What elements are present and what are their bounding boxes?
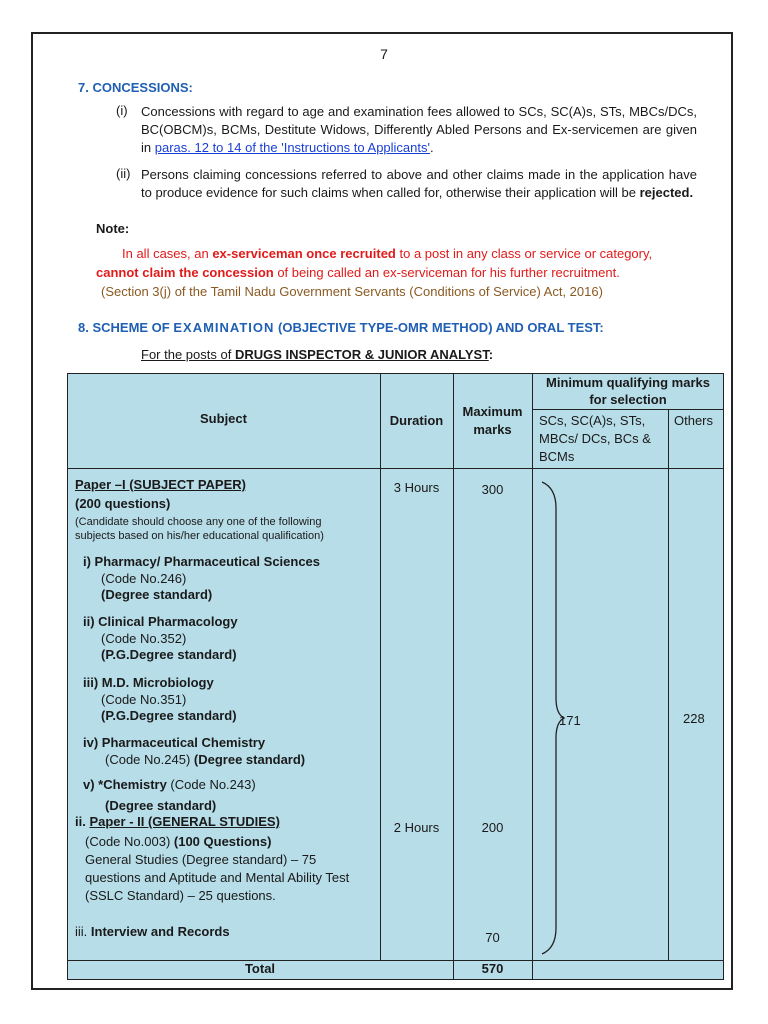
s8-title-b: EXAMINATION — [173, 320, 275, 335]
item-2-bold: rejected. — [639, 185, 694, 200]
subject-5-standard: (Degree standard) — [105, 798, 217, 813]
col-sep-others — [668, 409, 669, 960]
subject-3-code: (Code No.351) — [101, 692, 187, 707]
item-2-text — [141, 166, 697, 202]
paper-1-duration: 3 Hours — [393, 480, 440, 495]
exam-scheme-table — [67, 373, 724, 980]
subject-1-standard: (Degree standard) — [101, 587, 213, 602]
paper-2-heading — [75, 814, 280, 830]
subject-5-code: (Code No.243) — [166, 777, 256, 792]
table-border-right — [723, 373, 724, 980]
section-7-title: 7. CONCESSIONS: — [78, 80, 193, 95]
paper-1-note-l1: (Candidate should choose any one of the following — [75, 516, 322, 528]
subject-1-code: (Code No.246) — [101, 571, 187, 586]
interview-line — [75, 924, 230, 940]
item-2-body: Persons claiming concessions referred to above and other claims made in the application have to produce evidence for such claims when called for, otherwise their application will be — [141, 167, 697, 200]
note-l1-c: to a post in any class or service or category, — [395, 246, 653, 261]
subject-2-standard: (P.G.Degree standard) — [101, 647, 237, 662]
interview-title: Interview and Records — [90, 924, 230, 939]
col-sep-duration — [380, 373, 381, 960]
section-8-title — [78, 320, 604, 335]
subject-5-line — [83, 777, 256, 793]
paper-2-number: ii. — [75, 814, 90, 829]
paper-2-duration: 2 Hours — [393, 820, 440, 835]
posts-b: DRUGS INSPECTOR & JUNIOR ANALYST — [234, 347, 489, 362]
interview-marks: 70 — [485, 930, 500, 945]
subject-4-code: (Code No.245) — [105, 752, 194, 767]
instructions-link[interactable]: paras. 12 to 14 of the 'Instructions to Applicants' — [154, 140, 430, 155]
paper-1-title: Paper –I (SUBJECT PAPER) — [75, 477, 246, 492]
item-2-number: (ii) — [116, 166, 131, 181]
paper-1-marks: 300 — [481, 482, 504, 497]
note-l2-a: cannot claim the concession — [96, 265, 274, 280]
item-1-number: (i) — [116, 103, 128, 118]
header-min-l1: Minimum qualifying marks — [546, 375, 710, 390]
subject-4-line — [105, 752, 305, 768]
item-1-body: Concessions with regard to age and examination fees allowed to SCs, SC(A)s, STs, MBCs/DCs, BC(OBCM)s, BCMs, Destitute Widows, Differently Abled Persons and Ex-servicemen are given in — [141, 104, 697, 155]
table-border-bottom — [67, 979, 724, 980]
note-l1-b: ex-serviceman once recruited — [212, 246, 396, 261]
paper-2-marks: 200 — [481, 820, 504, 835]
item-1-end: . — [430, 140, 434, 155]
paper-2-code-line — [85, 834, 271, 850]
table-border-left — [67, 373, 68, 980]
subject-3-title: iii) M.D. Microbiology — [83, 675, 214, 690]
subject-3-standard: (P.G.Degree standard) — [101, 708, 237, 723]
subject-4-standard: (Degree standard) — [193, 752, 306, 767]
subject-2-title: ii) Clinical Pharmacology — [83, 614, 238, 629]
s8-title-c: (OBJECTIVE TYPE-OMR METHOD) AND ORAL TEST: — [274, 320, 604, 335]
table-border-top — [67, 373, 724, 374]
header-sc-l2: MBCs/ DCs, BCs & — [539, 431, 651, 446]
note-l2-b: of being called an ex-serviceman for his further recruitment. — [273, 265, 620, 280]
col-sep-max — [453, 373, 454, 980]
subject-2-code: (Code No.352) — [101, 631, 187, 646]
note-line-1 — [122, 246, 652, 261]
note-l1-a: In all cases, an — [122, 246, 213, 261]
paper-2-questions: (100 Questions) — [173, 834, 272, 849]
paper-2-desc-l1: General Studies (Degree standard) – 75 — [85, 852, 317, 867]
header-sc-l1: SCs, SC(A)s, STs, — [539, 413, 646, 428]
item-1-text — [141, 103, 697, 157]
header-sc-l3: BCMs — [539, 449, 575, 464]
subject-4-title: iv) Pharmaceutical Chemistry — [83, 735, 266, 750]
header-min-l2: for selection — [589, 392, 667, 407]
header-subject: Subject — [200, 411, 247, 426]
interview-number: iii. — [75, 924, 91, 939]
header-duration: Duration — [389, 413, 444, 428]
paper-1-note-l2: subjects based on his/her educational qualification) — [75, 530, 324, 542]
header-max-l2: marks — [473, 422, 512, 437]
posts-c: : — [488, 347, 494, 362]
min-header-sep — [532, 409, 724, 410]
subject-1-title: i) Pharmacy/ Pharmaceutical Sciences — [83, 554, 321, 569]
posts-a: For the posts of — [141, 347, 235, 362]
total-label: Total — [244, 961, 276, 976]
note-line-3: (Section 3(j) of the Tamil Nadu Government Servants (Conditions of Service) Act, 2016) — [101, 284, 603, 299]
s8-title-a: 8. SCHEME OF — [78, 320, 174, 335]
paper-2-title: Paper - II (GENERAL STUDIES) — [89, 814, 280, 829]
header-others: Others — [674, 413, 714, 428]
total-marks: 570 — [481, 961, 504, 976]
subject-5-title: v) *Chemistry — [83, 777, 167, 792]
header-sep — [67, 468, 724, 469]
min-marks-others: 228 — [683, 711, 705, 726]
paper-1-questions: (200 questions) — [75, 496, 171, 511]
page-number: 7 — [380, 46, 388, 62]
note-line-2 — [96, 265, 620, 280]
paper-2-desc-l2: questions and Aptitude and Mental Ability Test — [85, 870, 350, 885]
paper-2-code: (Code No.003) — [85, 834, 174, 849]
posts-line — [141, 347, 493, 362]
paper-2-desc-l3: (SSLC Standard) – 25 questions. — [85, 888, 276, 903]
header-max-l1: Maximum — [462, 404, 523, 419]
min-marks-reserved: 171 — [559, 713, 581, 728]
note-label: Note: — [96, 221, 130, 236]
